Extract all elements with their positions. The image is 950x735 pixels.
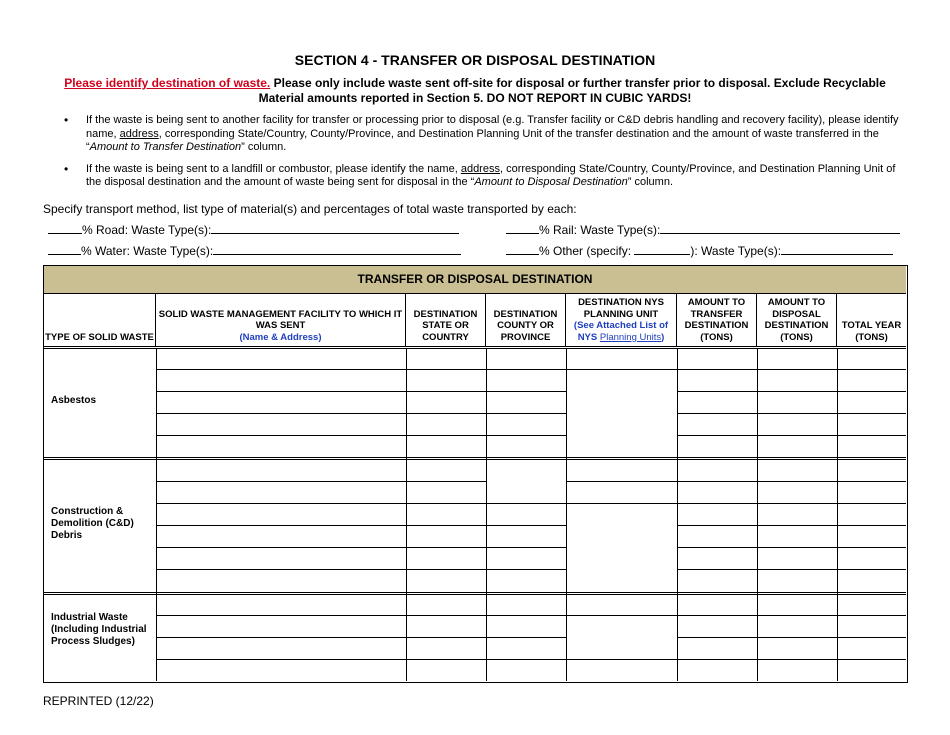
planning-units-link[interactable]: Planning Units [599, 331, 662, 343]
instruction-list [62, 114, 908, 198]
row-rule [677, 391, 906, 392]
group-rule [44, 457, 906, 458]
col-rule [156, 348, 157, 681]
header-total-label: TOTAL YEAR (TONS) [841, 320, 902, 343]
water-percent-field[interactable] [48, 243, 81, 255]
rail-percent-field[interactable] [506, 222, 539, 234]
col-rule [406, 348, 407, 681]
other-waste-field[interactable] [781, 243, 893, 255]
bullet-text: ” column. [627, 176, 674, 188]
water-label: % Water: Waste Type(s): [81, 244, 214, 258]
waste-type-asbestos: Asbestos [51, 395, 97, 406]
col-rule [566, 348, 567, 681]
transport-instructions: Specify transport method, list type of material(s) and percentages of total waste transported by each: [43, 202, 577, 216]
other-label-2: ): Waste Type(s): [690, 244, 782, 258]
row-rule [156, 435, 566, 436]
header-rule-2 [44, 348, 906, 349]
row-rule [677, 637, 906, 638]
bullet-text: If the waste is being sent to a landfill or combustor, please identify the name, [86, 162, 461, 175]
header-unit-sub-text: (See Attached List of NYS [573, 320, 669, 343]
row-rule [156, 547, 566, 548]
bullet-text: , corresponding State/Country, County/Province, and Destination Planning Unit of the transfer destination and the amount of waste transferred in the “ [86, 127, 879, 153]
row-rule [677, 413, 906, 414]
bullet-text: ” column. [241, 141, 287, 153]
header-unit-sub [566, 320, 676, 343]
header-county-label: DESTINATION COUNTY OR PROVINCE [493, 308, 558, 343]
rail-line [506, 222, 900, 237]
header-planning-unit [566, 294, 677, 346]
row-rule [156, 569, 566, 570]
header-transfer-label: AMOUNT TO TRANSFER DESTINATION (TONS) [684, 297, 749, 343]
header-type-label: TYPE OF SOLID WASTE [45, 331, 154, 343]
header-type [44, 294, 156, 346]
col-rule [837, 348, 838, 681]
row-rule [677, 547, 906, 548]
intro-text: Please only include waste sent off-site for disposal or further transfer prior to disposal. Exclude Recyclable Material amounts reported in Section 5. DO NOT REPORT IN CUBIC YARDS! [258, 76, 886, 105]
other-line [506, 243, 893, 258]
waste-type-cd-debris: Construction & Demolition (C&D) Debris [51, 506, 134, 541]
header-total [837, 294, 906, 346]
other-label: % Other (specify: [539, 244, 635, 258]
rail-waste-field[interactable] [660, 222, 900, 234]
row-rule [156, 369, 906, 370]
header-state-label: DESTINATION STATE OR COUNTRY [413, 308, 478, 343]
col-rule [677, 348, 678, 681]
row-rule [156, 615, 906, 616]
page-title: SECTION 4 - TRANSFER OR DISPOSAL DESTINATION [294, 52, 656, 68]
row-rule [156, 503, 906, 504]
intro-warning: Please identify destination of waste. [64, 76, 271, 90]
bullet-transfer [62, 114, 908, 155]
header-disposal [757, 294, 837, 346]
bullet-underline: address [119, 127, 159, 140]
header-rule [44, 346, 906, 347]
row-rule [156, 413, 566, 414]
header-facility-label: SOLID WASTE MANAGEMENT FACILITY TO WHICH IT WAS SENT [158, 308, 403, 331]
header-unit-close: ) [661, 331, 665, 343]
header-transfer [677, 294, 757, 346]
row-rule [156, 391, 566, 392]
bullet-underline: address [460, 162, 500, 175]
intro-paragraph [43, 76, 907, 106]
other-percent-field[interactable] [506, 243, 539, 255]
header-county [486, 294, 566, 346]
row-rule [566, 481, 906, 482]
waste-type-industrial: Industrial Waste (Including Industrial Process Sludges) [51, 612, 147, 647]
bullet-italic: Amount to Transfer Destination [89, 141, 242, 153]
group-rule-2 [44, 594, 906, 595]
header-state [406, 294, 486, 346]
header-disposal-label: AMOUNT TO DISPOSAL DESTINATION (TONS) [764, 297, 829, 343]
road-label: % Road: Waste Type(s): [82, 223, 212, 237]
header-facility [156, 294, 406, 346]
row-rule [156, 637, 566, 638]
bullet-italic: Amount to Disposal Destination [474, 176, 628, 188]
row-rule [156, 659, 906, 660]
group-rule [44, 592, 906, 593]
bullet-text: If the waste is being sent to another facility for transfer or processing prior to disposal (e.g. Transfer facility or C&D debris handling and recovery facility), please identify name, [86, 114, 899, 140]
road-percent-field[interactable] [48, 222, 82, 234]
road-waste-field[interactable] [211, 222, 459, 234]
header-facility-sub: (Name & Address) [239, 331, 322, 343]
reprint-footer: REPRINTED (12/22) [43, 694, 154, 708]
col-rule [757, 348, 758, 681]
water-waste-field[interactable] [213, 243, 461, 255]
other-specify-field[interactable] [634, 243, 690, 255]
header-unit-label: DESTINATION NYS PLANNING UNIT [578, 297, 664, 320]
row-rule [156, 525, 566, 526]
row-rule [677, 525, 906, 526]
col-rule [486, 348, 487, 681]
road-line [48, 222, 459, 237]
bullet-disposal [62, 163, 908, 190]
table-banner: TRANSFER OR DISPOSAL DESTINATION [44, 266, 906, 294]
row-rule [677, 435, 906, 436]
row-rule [156, 481, 486, 482]
water-line [48, 243, 461, 258]
bullet-text: , corresponding State/Country, County/Province, and Destination Planning Unit of the disposal destination and the amount of waste being sent for disposal in the “ [86, 162, 896, 188]
rail-label: % Rail: Waste Type(s): [539, 223, 661, 237]
row-rule [677, 569, 906, 570]
group-rule-2 [44, 459, 906, 460]
